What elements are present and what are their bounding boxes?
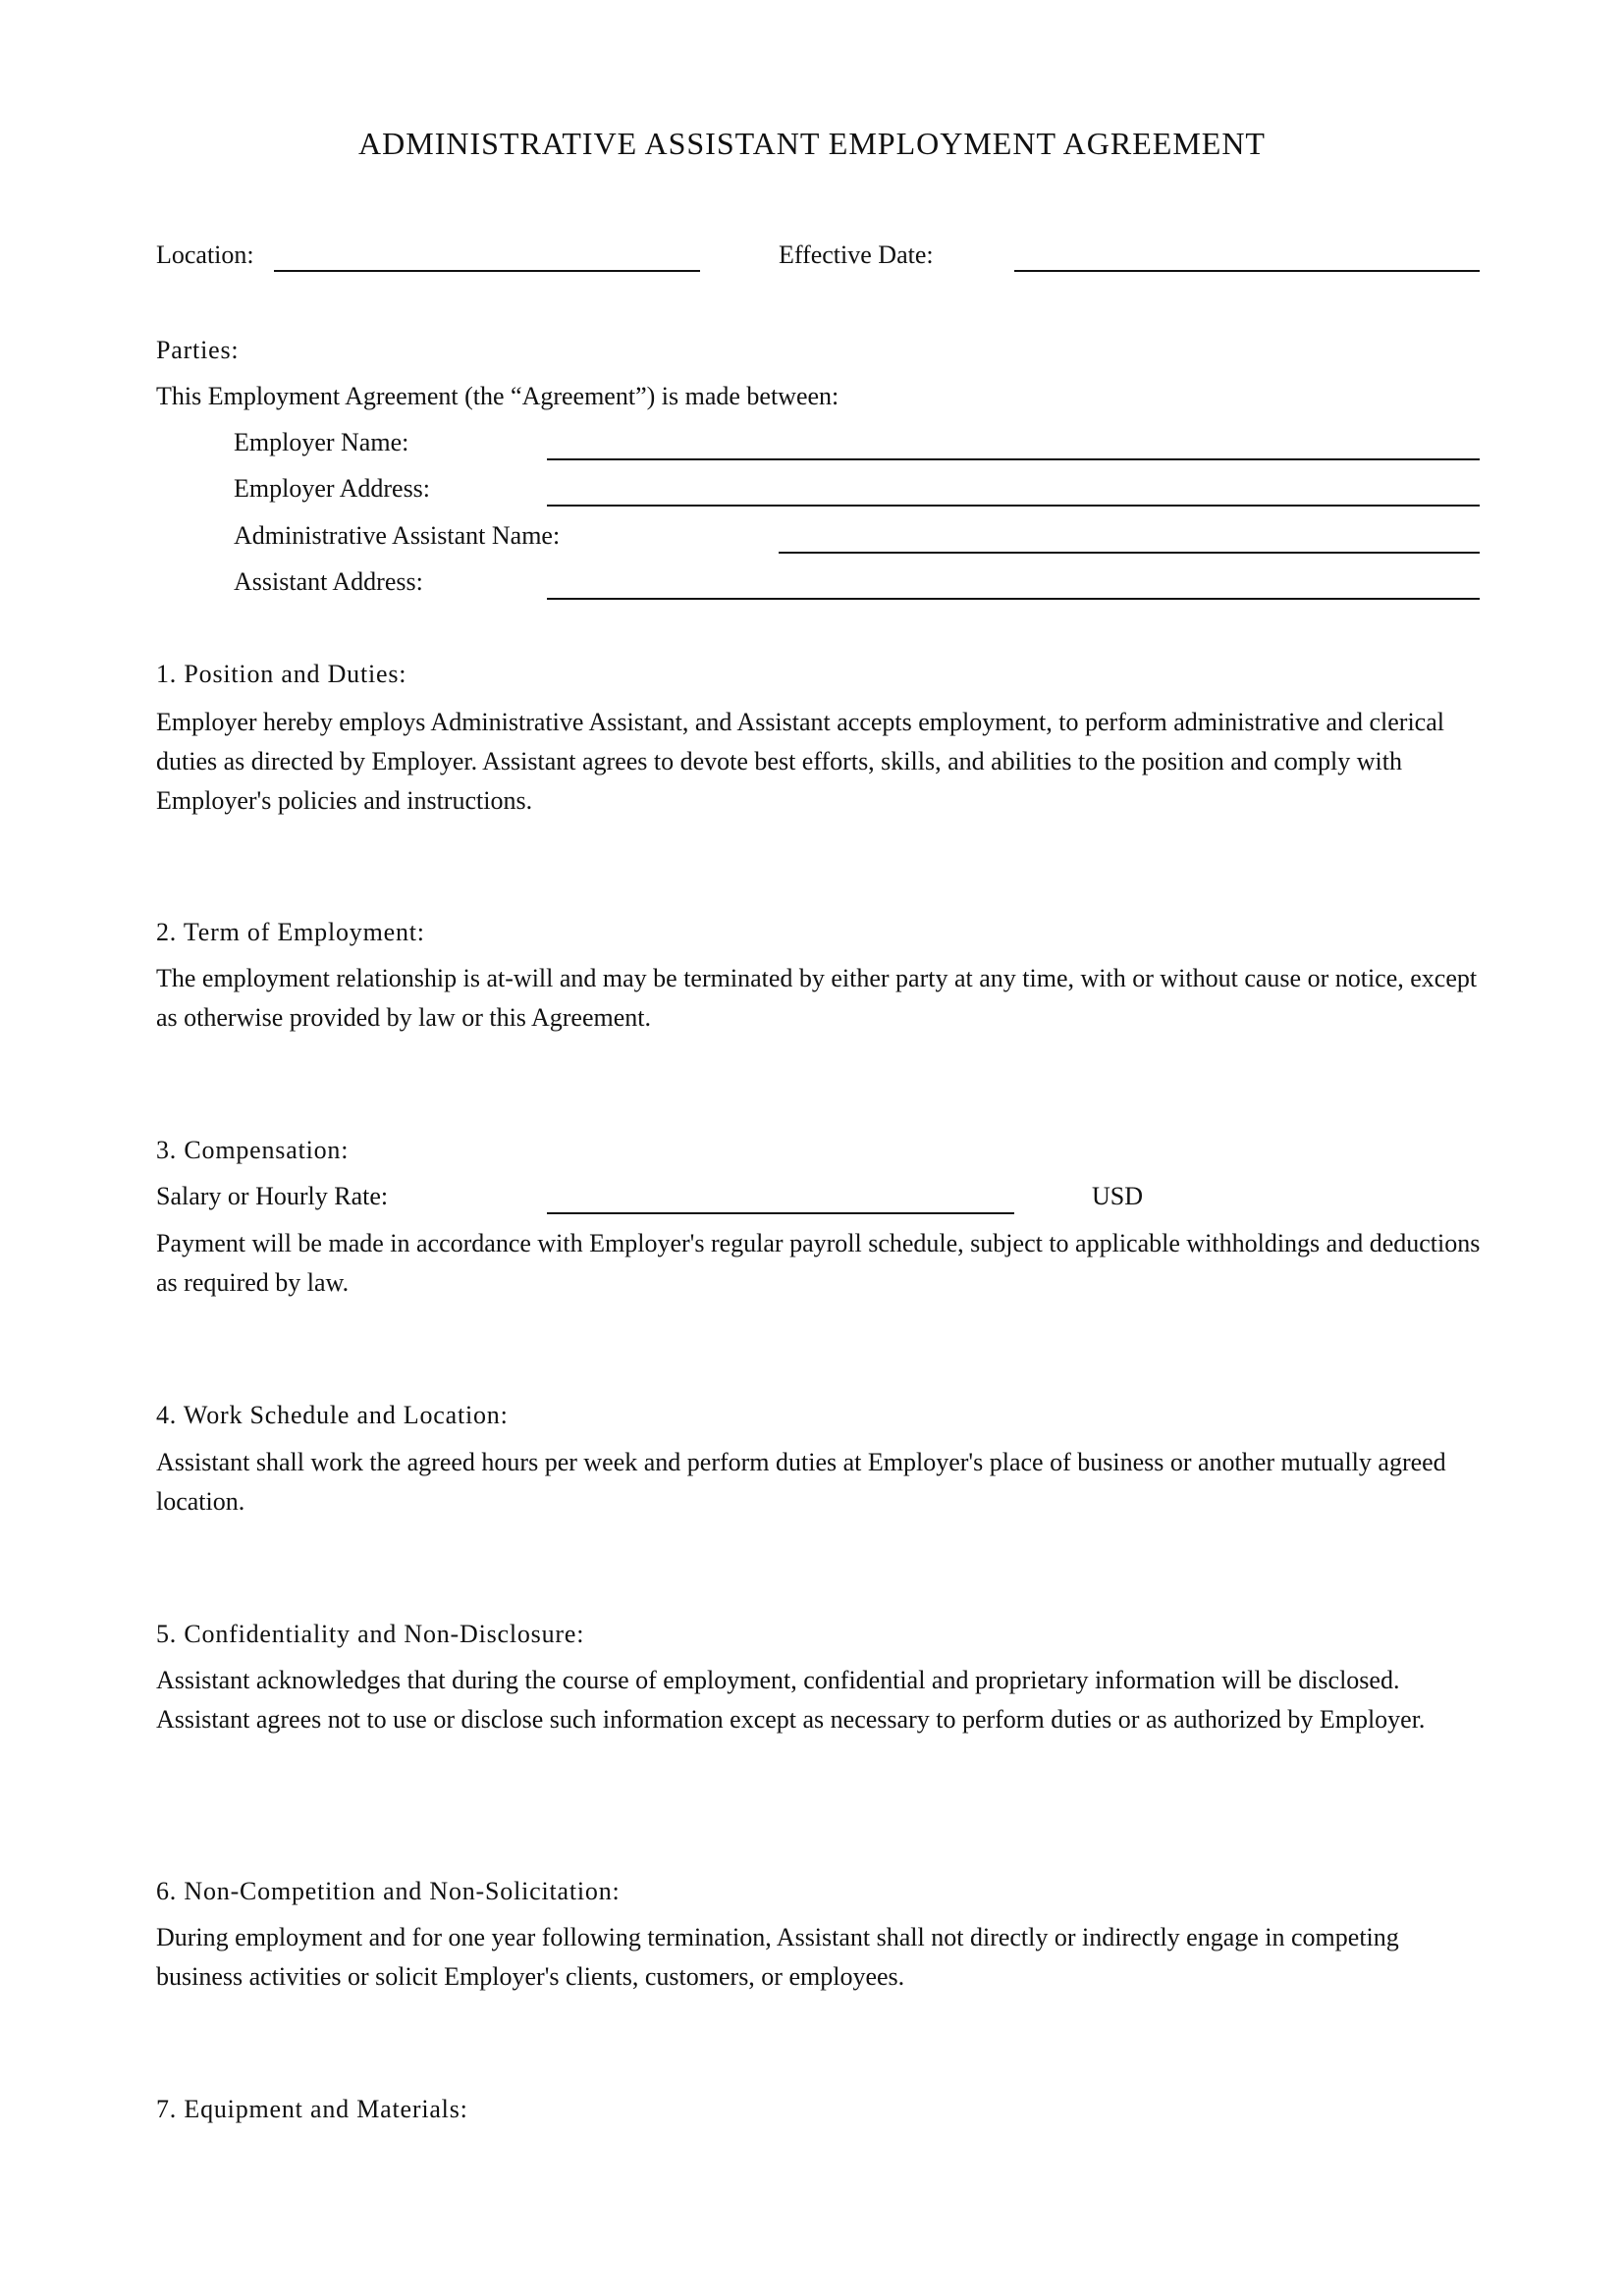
section-5-body: Assistant acknowledges that during the course of employment, confidential and proprietary information will be disclosed. Assistant agrees not to use or disclose such information except as necessary to perform duties or as authorized by Employer. bbox=[156, 1666, 1426, 1734]
employer-address-field[interactable] bbox=[547, 505, 1480, 507]
section-4-heading: 4. Work Schedule and Location: bbox=[156, 1401, 509, 1429]
assistant-address-field[interactable] bbox=[547, 598, 1480, 600]
currency-label: USD bbox=[1092, 1182, 1144, 1210]
assistant-name-field[interactable] bbox=[779, 552, 1480, 554]
section-6-body: During employment and for one year following termination, Assistant shall not directly or indirectly engage in competing business activities or solicit Employer's clients, customers, or employees. bbox=[156, 1923, 1399, 1991]
employer-address-label: Employer Address: bbox=[234, 474, 431, 503]
location-label: Location: bbox=[156, 240, 254, 269]
section-2-heading: 2. Term of Employment: bbox=[156, 918, 425, 946]
section-5-heading: 5. Confidentiality and Non-Disclosure: bbox=[156, 1620, 585, 1648]
effective-date-label: Effective Date: bbox=[779, 240, 934, 269]
section-1-heading: 1. Position and Duties: bbox=[156, 660, 407, 688]
section-3-body: Payment will be made in accordance with Employer's regular payroll schedule, subject to applicable withholdings and deductions as required by law. bbox=[156, 1229, 1481, 1297]
section-4-body: Assistant shall work the agreed hours per week and perform duties at Employer's place of business or another mutually agreed location. bbox=[156, 1448, 1446, 1516]
salary-label: Salary or Hourly Rate: bbox=[156, 1182, 389, 1210]
employer-name-field[interactable] bbox=[547, 458, 1480, 460]
parties-intro: This Employment Agreement (the “Agreement”) is made between: bbox=[156, 382, 839, 410]
section-1-body: Employer hereby employs Administrative Assistant, and Assistant accepts employment, to perform administrative and clerical duties as directed by Employer. Assistant agrees to devote best efforts, skills, and abilities to the position and comply with Employer's policies and instructions. bbox=[156, 708, 1444, 815]
document-title: ADMINISTRATIVE ASSISTANT EMPLOYMENT AGREEMENT bbox=[358, 126, 1266, 161]
parties-heading: Parties: bbox=[156, 336, 240, 364]
location-field[interactable] bbox=[274, 270, 700, 272]
employer-name-label: Employer Name: bbox=[234, 428, 409, 456]
section-2-body: The employment relationship is at-will and may be terminated by either party at any time, with or without cause or notice, except as otherwise provided by law or this Agreement. bbox=[156, 964, 1478, 1032]
section-7-heading: 7. Equipment and Materials: bbox=[156, 2095, 468, 2123]
effective-date-field[interactable] bbox=[1014, 270, 1480, 272]
assistant-name-label: Administrative Assistant Name: bbox=[234, 521, 561, 550]
section-3-heading: 3. Compensation: bbox=[156, 1136, 350, 1164]
assistant-address-label: Assistant Address: bbox=[234, 567, 423, 596]
salary-field[interactable] bbox=[547, 1212, 1014, 1214]
section-6-heading: 6. Non-Competition and Non-Solicitation: bbox=[156, 1877, 621, 1905]
